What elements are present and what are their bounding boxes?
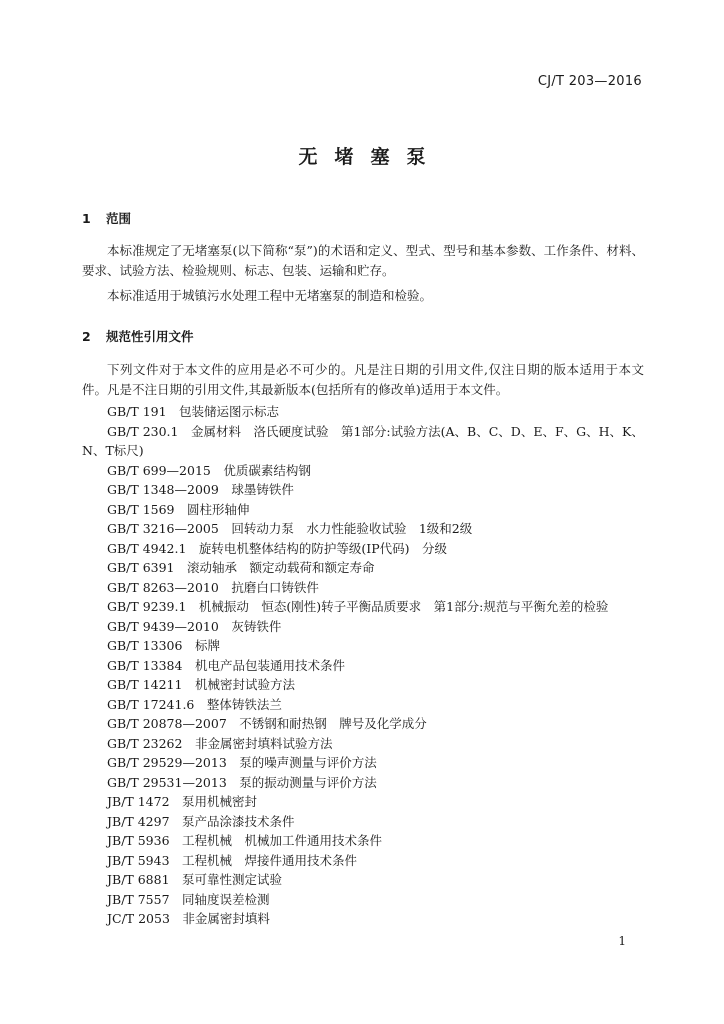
reference-item: JB/T 6881 泵可靠性测定试验 — [107, 872, 283, 887]
reference-item: GB/T 20878—2007 不锈钢和耐热钢 牌号及化学成分 — [107, 716, 427, 731]
reference-item: GB/T 29531—2013 泵的振动测量与评价方法 — [107, 774, 377, 790]
reference-item: JC/T 2053 非金属密封填料 — [107, 911, 270, 926]
standard-code-header: CJ/T 203—2016 — [537, 74, 642, 89]
section-1-paragraph: 本标准规定了无堵塞泵(以下简称“泵”)的术语和定义、型式、型号和基本参数、工作条件、材料、要求、试验方法、检验规则、标志、包装、运输和贮存。 — [82, 243, 644, 278]
section-2-title: 规范性引用文件 — [106, 329, 194, 344]
reference-item: JB/T 1472 泵用机械密封 — [107, 794, 258, 809]
reference-item: GB/T 9439—2010 灰铸铁件 — [107, 618, 282, 634]
normative-references-list — [82, 402, 644, 929]
reference-item: GB/T 3216—2005 回转动力泵 水力性能验收试验 1级和2级 — [107, 521, 473, 536]
reference-item: JB/T 7557 同轴度误差检测 — [107, 891, 270, 907]
reference-item: GB/T 8263—2010 抗磨白口铸铁件 — [107, 579, 319, 595]
section-1-paragraph: 本标准适用于城镇污水处理工程中无堵塞泵的制造和检验。 — [107, 288, 433, 303]
section-2-heading — [82, 327, 194, 345]
section-1-heading — [82, 209, 131, 227]
reference-item: GB/T 699—2015 优质碳素结构钢 — [107, 462, 311, 478]
reference-item: GB/T 1348—2009 球墨铸铁件 — [107, 482, 294, 497]
reference-item: GB/T 17241.6 整体铸铁法兰 — [107, 696, 282, 712]
reference-item: GB/T 29529—2013 泵的噪声测量与评价方法 — [107, 755, 377, 770]
reference-item: GB/T 14211 机械密封试验方法 — [107, 677, 295, 692]
reference-item: GB/T 13306 标牌 — [107, 638, 220, 653]
section-1-title: 范围 — [106, 211, 132, 226]
reference-item: JB/T 5943 工程机械 焊接件通用技术条件 — [107, 852, 358, 868]
reference-item: GB/T 23262 非金属密封填料试验方法 — [107, 735, 333, 751]
reference-item: GB/T 4942.1 旋转电机整体结构的防护等级(IP代码) 分级 — [107, 540, 448, 556]
reference-item: JB/T 4297 泵产品涂漆技术条件 — [107, 813, 295, 829]
section-2-number: 2 — [82, 329, 91, 344]
reference-item: GB/T 6391 滚动轴承 额定动载荷和额定寿命 — [107, 560, 375, 575]
reference-item: GB/T 191 包装储运图示标志 — [107, 404, 280, 419]
reference-item: GB/T 1569 圆柱形轴伸 — [107, 501, 250, 517]
document-title: 无堵塞泵 — [298, 146, 443, 168]
section-2-intro: 下列文件对于本文件的应用是必不可少的。凡是注日期的引用文件,仅注日期的版本适用于本文件。凡是不注日期的引用文件,其最新版本(包括所有的修改单)适用于本文件。 — [82, 362, 644, 397]
reference-item: JB/T 5936 工程机械 机械加工件通用技术条件 — [107, 833, 383, 848]
reference-item: GB/T 9239.1 机械振动 恒态(刚性)转子平衡品质要求 第1部分:规范与平衡允差的检验 — [107, 599, 609, 614]
reference-item: GB/T 13384 机电产品包装通用技术条件 — [107, 657, 345, 673]
section-1-number: 1 — [82, 211, 91, 226]
reference-item: GB/T 230.1 金属材料 洛氏硬度试验 第1部分:试验方法(A、B、C、D、E、F、G、H、K、N、T标尺) — [82, 423, 644, 458]
page-number: 1 — [618, 934, 626, 948]
